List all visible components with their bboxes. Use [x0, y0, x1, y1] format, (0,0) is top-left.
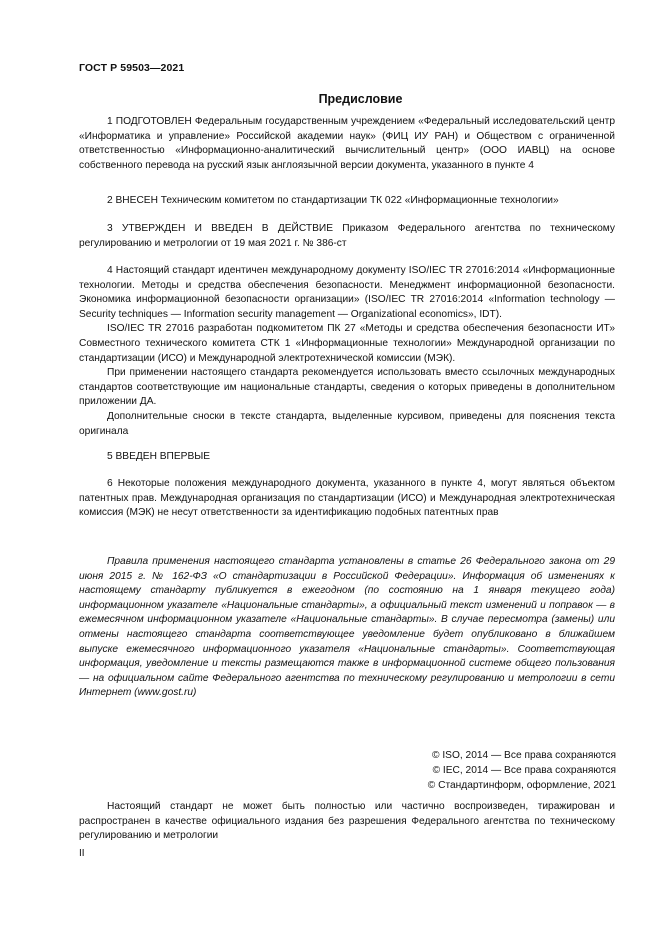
- item-3-text: 3 УТВЕРЖДЕН И ВВЕДЕН В ДЕЙСТВИЕ Приказом Федерального агентства по техническому регулированию и метрологии от 19 мая 2021 г. № 386-ст: [79, 223, 615, 249]
- document-id: ГОСТ Р 59503—2021: [79, 62, 185, 74]
- item-5-text: 5 ВВЕДЕН ВПЕРВЫЕ: [107, 451, 211, 462]
- item-4: [79, 264, 615, 439]
- item-4-footnotes: Дополнительные сноски в тексте стандарта, выделенные курсивом, приведены для пояснения текста оригинала: [79, 410, 615, 437]
- section-title: Предисловие: [318, 92, 403, 106]
- rules-note-text: Правила применения настоящего стандарта установлены в статье 26 Федерального закона от 29 июня 2015 г. № 162-ФЗ «О стандартизации в Российской Федерации». Информация об изменениях к настоящему стандарту публикуется в ежегодном (по состоянию на 1 января текущего года) информационном указателе «Национальные стандарты», а официальный текст изменений и поправок — в ежемесячном информационном указателе «Национальные стандарты». В случае пересмотра (замены) или отмены настоящего стандарта соответствующее уведомление будет опубликовано в ближайшем выпуске ежемесячного информационного указателя «Национальные стандарты». Соответствующая информация, уведомление и тексты размещаются также в информационной системе общего пользования — на официальном сайте Федерального агентства по техническому регулированию и метрологии в сети Интернет (www.gost.ru): [79, 556, 615, 699]
- item-6: [79, 477, 615, 521]
- item-1: [79, 115, 615, 173]
- page-number: II: [79, 848, 85, 859]
- copyright-block: [380, 748, 616, 793]
- item-3: [79, 222, 615, 251]
- reproduction-note: [79, 800, 615, 844]
- item-4-application: При применении настоящего стандарта рекомендуется использовать вместо ссылочных международных стандартов соответствующие им национальные стандарты, сведения о которых приведены в дополнительном приложении ДА.: [79, 367, 615, 408]
- item-2: [79, 194, 615, 209]
- copyright-iso: © ISO, 2014 — Все права сохраняются: [432, 750, 616, 761]
- item-4-subcommittee: ISO/IEC TR 27016 разработан подкомитетом ПК 27 «Методы и средства обеспечения безопасности ИТ» Совместного технического комитета СТК 1 «Информационные технологии» Международной организации по стандартизации (ИСО) и Международной электротехнической комиссии (МЭК).: [79, 323, 615, 364]
- copyright-iec: © IEC, 2014 — Все права сохраняются: [432, 765, 616, 776]
- item-1-text: 1 ПОДГОТОВЛЕН Федеральным государственным учреждением «Федеральный исследовательский центр «Информатика и управление» Российской академии наук» (ФИЦ ИУ РАН) и Обществом с ограниченной ответственностью «Информационно-аналитический вычислительный центр» (ООО ИАВЦ) на основе собственного перевода на русский язык англоязычной версии документа, указанного в пункте 4: [79, 116, 615, 171]
- rules-note: [79, 555, 615, 701]
- reproduction-note-text: Настоящий стандарт не может быть полностью или частично воспроизведен, тиражирован и распространен в качестве официального издания без разрешения Федерального агентства по техническому регулированию и метрологии: [79, 801, 615, 842]
- item-6-text: 6 Некоторые положения международного документа, указанного в пункте 4, могут являться объектом патентных прав. Международная организация по стандартизации (ИСО) и Международная электротехническая комиссия (МЭК) не несут ответственности за идентификацию подобных патентных прав: [79, 478, 615, 519]
- item-5: [79, 450, 615, 465]
- item-2-text: 2 ВНЕСЕН Техническим комитетом по стандартизации ТК 022 «Информационные технологии»: [107, 195, 559, 206]
- copyright-stdinform: © Стандартинформ, оформление, 2021: [427, 780, 616, 791]
- item-4-text: 4 Настоящий стандарт идентичен международному документу ISO/IEC TR 27016:2014 «Информационные технологии. Методы и средства обеспечения безопасности. Менеджмент информационной безопасности. Экономика информационной безопасности организации» (ISO/IEC TR 27016:2014 «Information technology — Security techniques — Information security management — Organizational economics», IDT).: [79, 265, 615, 320]
